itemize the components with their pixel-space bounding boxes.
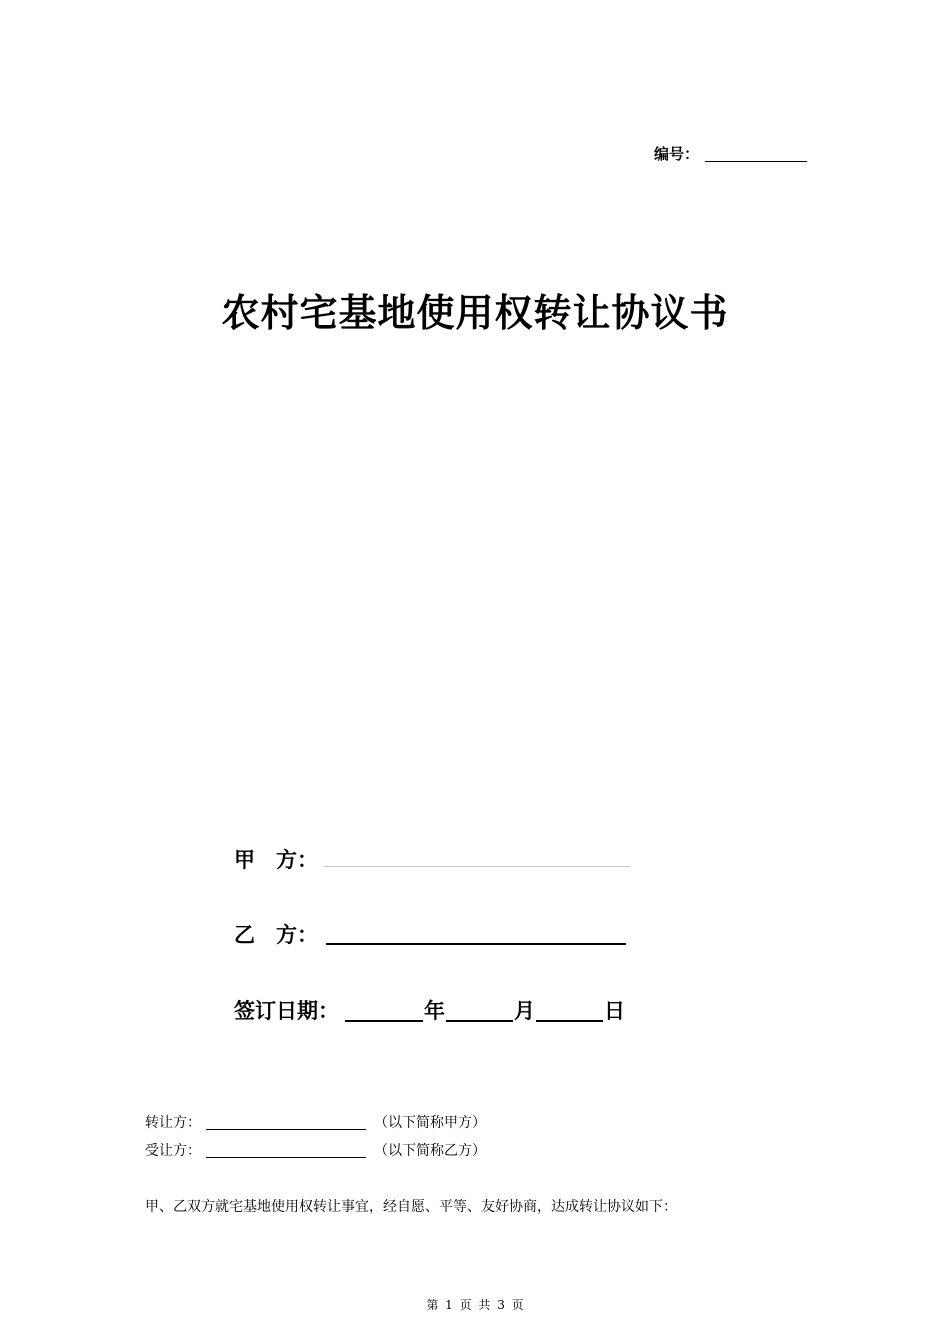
serial-number-blank [705,161,807,162]
agreement-intro-paragraph: 甲、乙双方就宅基地使用权转让事宜，经自愿、平等、友好协商，达成转让协议如下： [145,1199,677,1215]
transferee-blank [206,1157,366,1158]
sign-date-year-blank [345,1020,423,1022]
sign-date-label: 签订日期： [234,999,339,1023]
sign-date-month-unit: 月 [514,999,535,1023]
transferee-label: 受让方： [145,1143,201,1159]
party-b-label: 乙 方： [234,923,318,947]
sign-date-day-unit: 日 [604,999,625,1023]
transferor-note: （以下简称甲方） [374,1115,486,1131]
document-title: 农村宅基地使用权转让协议书 [221,291,729,335]
sign-date-day-blank [536,1020,603,1022]
party-a-blank [323,866,630,867]
sign-date-year-unit: 年 [424,999,445,1023]
transferee-note: （以下简称乙方） [374,1143,486,1159]
party-a-label: 甲 方： [234,848,318,872]
serial-number-label: 编号： [654,145,700,163]
transferor-label: 转让方： [145,1115,201,1131]
page-number-footer: 第 1 页 共 3 页 [426,1298,524,1312]
sign-date-month-blank [446,1020,513,1022]
party-b-blank [326,943,626,945]
transferor-blank [206,1129,366,1130]
